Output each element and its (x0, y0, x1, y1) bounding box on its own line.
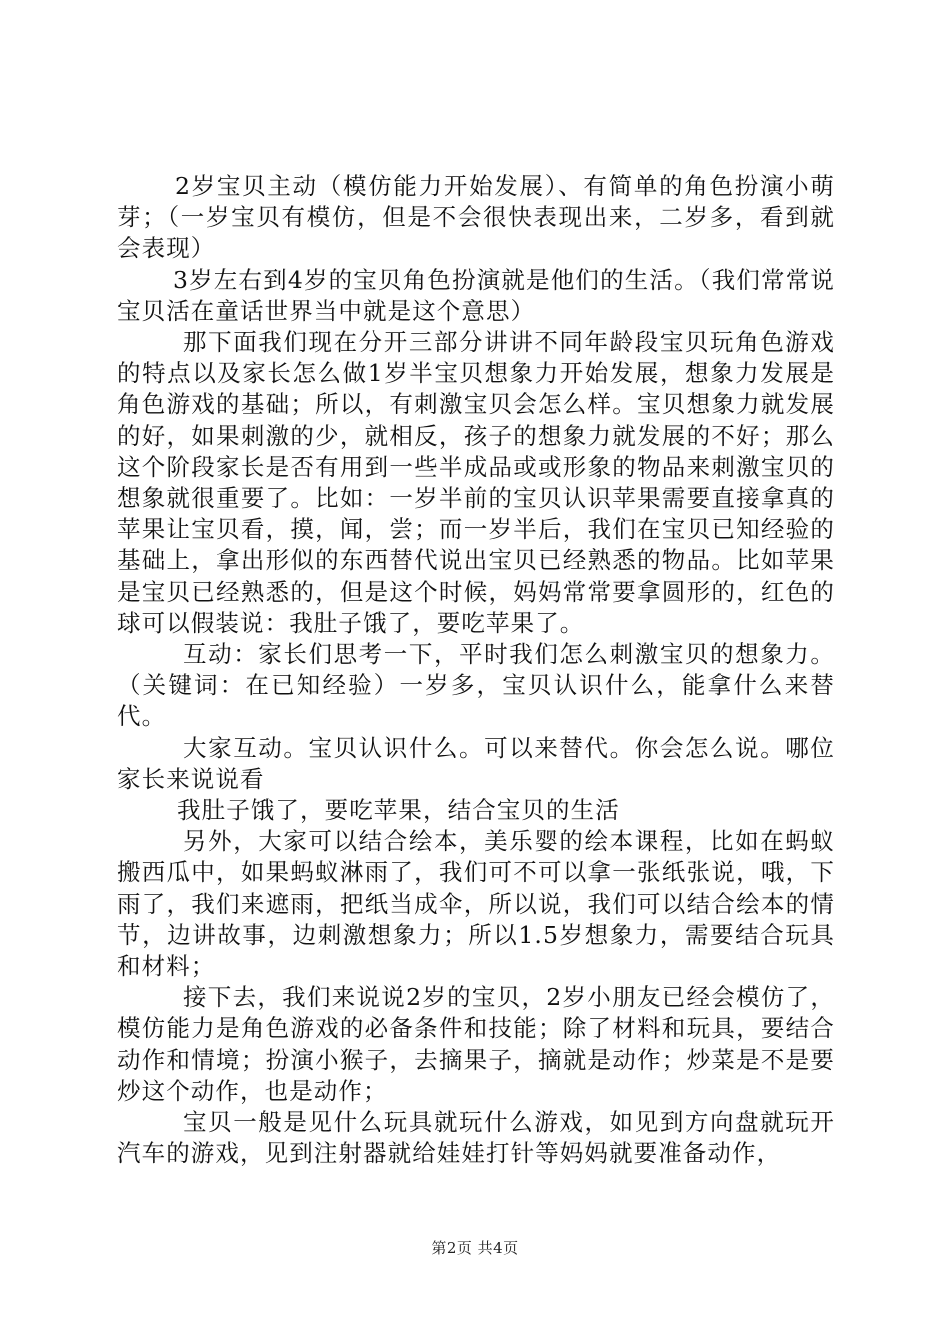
paragraph: 我肚子饿了，要吃苹果，结合宝贝的生活 (177, 796, 620, 825)
paragraph: 互动：家长们思考一下，平时我们怎么刺激宝贝的想象力。（关键词：在已知经验）一岁多，宝贝认识什么，能拿什么来替代。 (117, 640, 835, 731)
document-body (117, 171, 835, 1170)
paragraph: 接下去，我们来说说2岁的宝贝，2岁小朋友已经会模仿了，模仿能力是角色游戏的必备条件和技能；除了材料和玩具，要结合动作和情境；扮演小猴子，去摘果子，摘就是动作；炒菜是不是要炒这个动作，也是动作； (117, 983, 835, 1105)
paragraph: 3岁左右到4岁的宝贝角色扮演就是他们的生活。（我们常常说宝贝活在童话世界当中就是这个意思） (117, 265, 835, 325)
paragraph: 宝贝一般是见什么玩具就玩什么游戏，如见到方向盘就玩开汽车的游戏，见到注射器就给娃娃打针等妈妈就要准备动作， (117, 1108, 835, 1168)
paragraph: 大家互动。宝贝认识什么。可以来替代。你会怎么说。哪位家长来说说看 (117, 733, 835, 793)
paragraph: 2岁宝贝主动（模仿能力开始发展）、有简单的角色扮演小萌芽；（一岁宝贝有模仿，但是不会很快表现出来，二岁多，看到就会表现） (117, 172, 835, 263)
paragraph: 另外，大家可以结合绘本，美乐婴的绘本课程，比如在蚂蚁搬西瓜中，如果蚂蚁淋雨了，我们可不可以拿一张纸张说，哦，下雨了，我们来遮雨，把纸当成伞，所以说，我们可以结合绘本的情节，边讲故事，边刺激想象力；所以1.5岁想象力，需要结合玩具和材料； (117, 827, 835, 981)
paragraph: 那下面我们现在分开三部分讲讲不同年龄段宝贝玩角色游戏的特点以及家长怎么做1岁半宝贝想象力开始发展，想象力发展是角色游戏的基础；所以，有刺激宝贝会怎么样。宝贝想象力就发展的好，如果刺激的少，就相反，孩子的想象力就发展的不好；那么这个阶段家长是否有用到一些半成品或或形象的物品来刺激宝贝的想象就很重要了。比如：一岁半前的宝贝认识苹果需要直接拿真的苹果让宝贝看，摸，闻，尝；而一岁半后，我们在宝贝已知经验的基础上，拿出形似的东西替代说出宝贝已经熟悉的物品。比如苹果是宝贝已经熟悉的，但是这个时候，妈妈常常要拿圆形的，红色的球可以假装说：我肚子饿了，要吃苹果了。 (117, 328, 835, 637)
page-footer: 第2页 共4页 (431, 1239, 519, 1257)
